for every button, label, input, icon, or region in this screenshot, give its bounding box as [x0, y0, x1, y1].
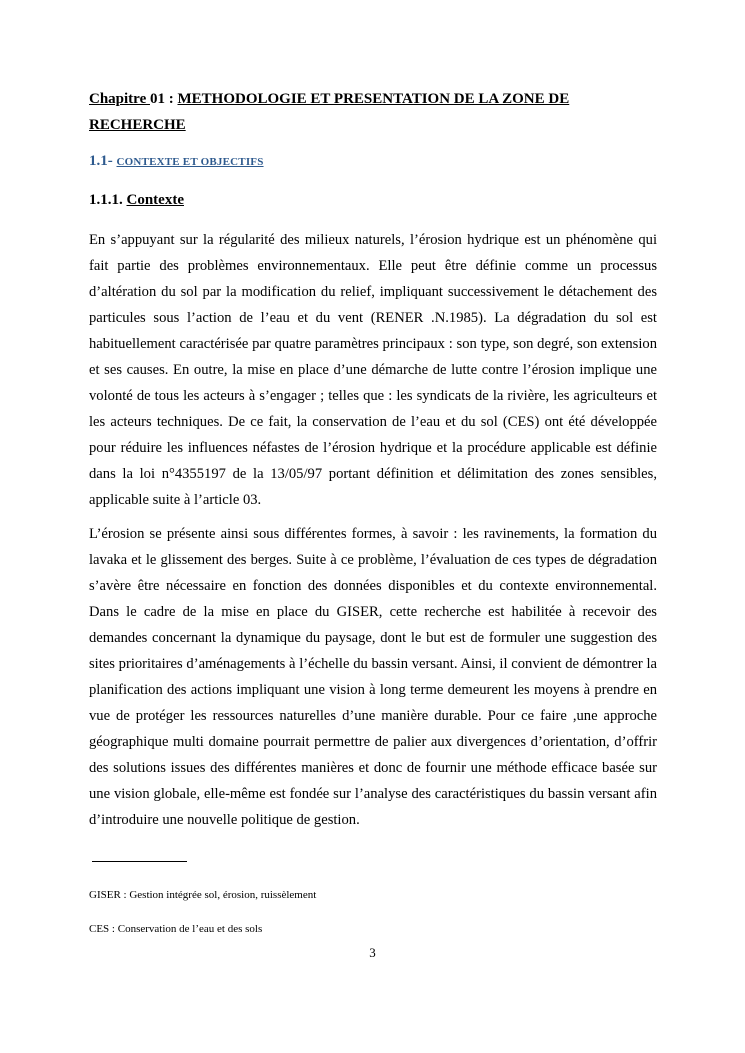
section-title: [89, 150, 264, 173]
subsection-heading-text: Contexte: [126, 192, 184, 208]
chapter-label: Chapitre: [89, 91, 150, 107]
section-number: 1.1-: [89, 153, 117, 169]
chapter-number: 01: [149, 91, 165, 107]
body-paragraph-2: L’érosion se présente ainsi sous différentes formes, à savoir : les ravinements, la formation du lavaka et le glissement des berges. Suite à ce problème, l’évaluation de ces types de dégradation s’avère être nécessaire en fonction des données disponibles et du contexte environnemental. Dans le cadre de la mise en place du GISER, cette recherche est habilitée à recevoir des demandes concernant la dynamique du paysage, dont le but est de formuler une suggestion des sites prioritaires d’aménagements à l’échelle du bassin versant. Ainsi, il convient de démontrer la planification des actions impliquant une vision à long terme demeurent les moyens à prendre en vue de protéger les ressources naturelles d’une manière durable. Pour ce faire ,une approche géographique multi domaine pourrait permettre de palier aux divergences d’orientation, d’offrir des solutions issues des différentes manières et donc de fournir une méthode efficace basée sur une vision globale, elle-même est fondée sur l’analyse des caractéristiques du bassin versant afin d’introduire une nouvelle politique de gestion.: [89, 526, 657, 828]
subsection-title: [89, 189, 184, 211]
page-number: 3: [369, 945, 376, 960]
section-heading-text: CONTEXTE ET OBJECTIFS: [116, 156, 264, 168]
chapter-separator: :: [164, 91, 178, 107]
body-paragraph-1: En s’appuyant sur la régularité des milieux naturels, l’érosion hydrique est un phénomène qui fait partie des problèmes environnementaux. Elle peut être définie comme un processus d’altération du sol par la modification du relief, impliquant successivement le détachement des particules sous l’action de l’eau et du vent (RENER .N.1985). La dégradation du sol est habituellement caractérisée par quatre paramètres principaux : son type, son degré, son extension et ses causes. En outre, la mise en place d’une démarche de lutte contre l’érosion implique une volonté de tous les acteurs à s’engager ; telles que : les syndicats de la rivière, les agriculteurs et les acteurs techniques. De ce fait, la conservation de l’eau et du sol (CES) ont été développée pour réduire les influences néfastes de l’érosion hydrique et la procédure applicable est définie dans la loi n°4355197 de la 13/05/97 portant définition et délimitation des zones sensibles, applicable suite à l’article 03.: [89, 232, 657, 508]
subsection-number: 1.1.1.: [89, 192, 127, 208]
footnote-ces: CES : Conservation de l’eau et des sols: [89, 923, 263, 935]
footnote-separator: [92, 861, 187, 862]
chapter-title: [89, 86, 657, 138]
chapter-heading-text: METHODOLOGIE ET PRESENTATION DE LA ZONE DE RECHERCHE: [89, 91, 570, 133]
footnote-giser: GISER : Gestion intégrée sol, érosion, ruissèlement: [89, 889, 317, 901]
